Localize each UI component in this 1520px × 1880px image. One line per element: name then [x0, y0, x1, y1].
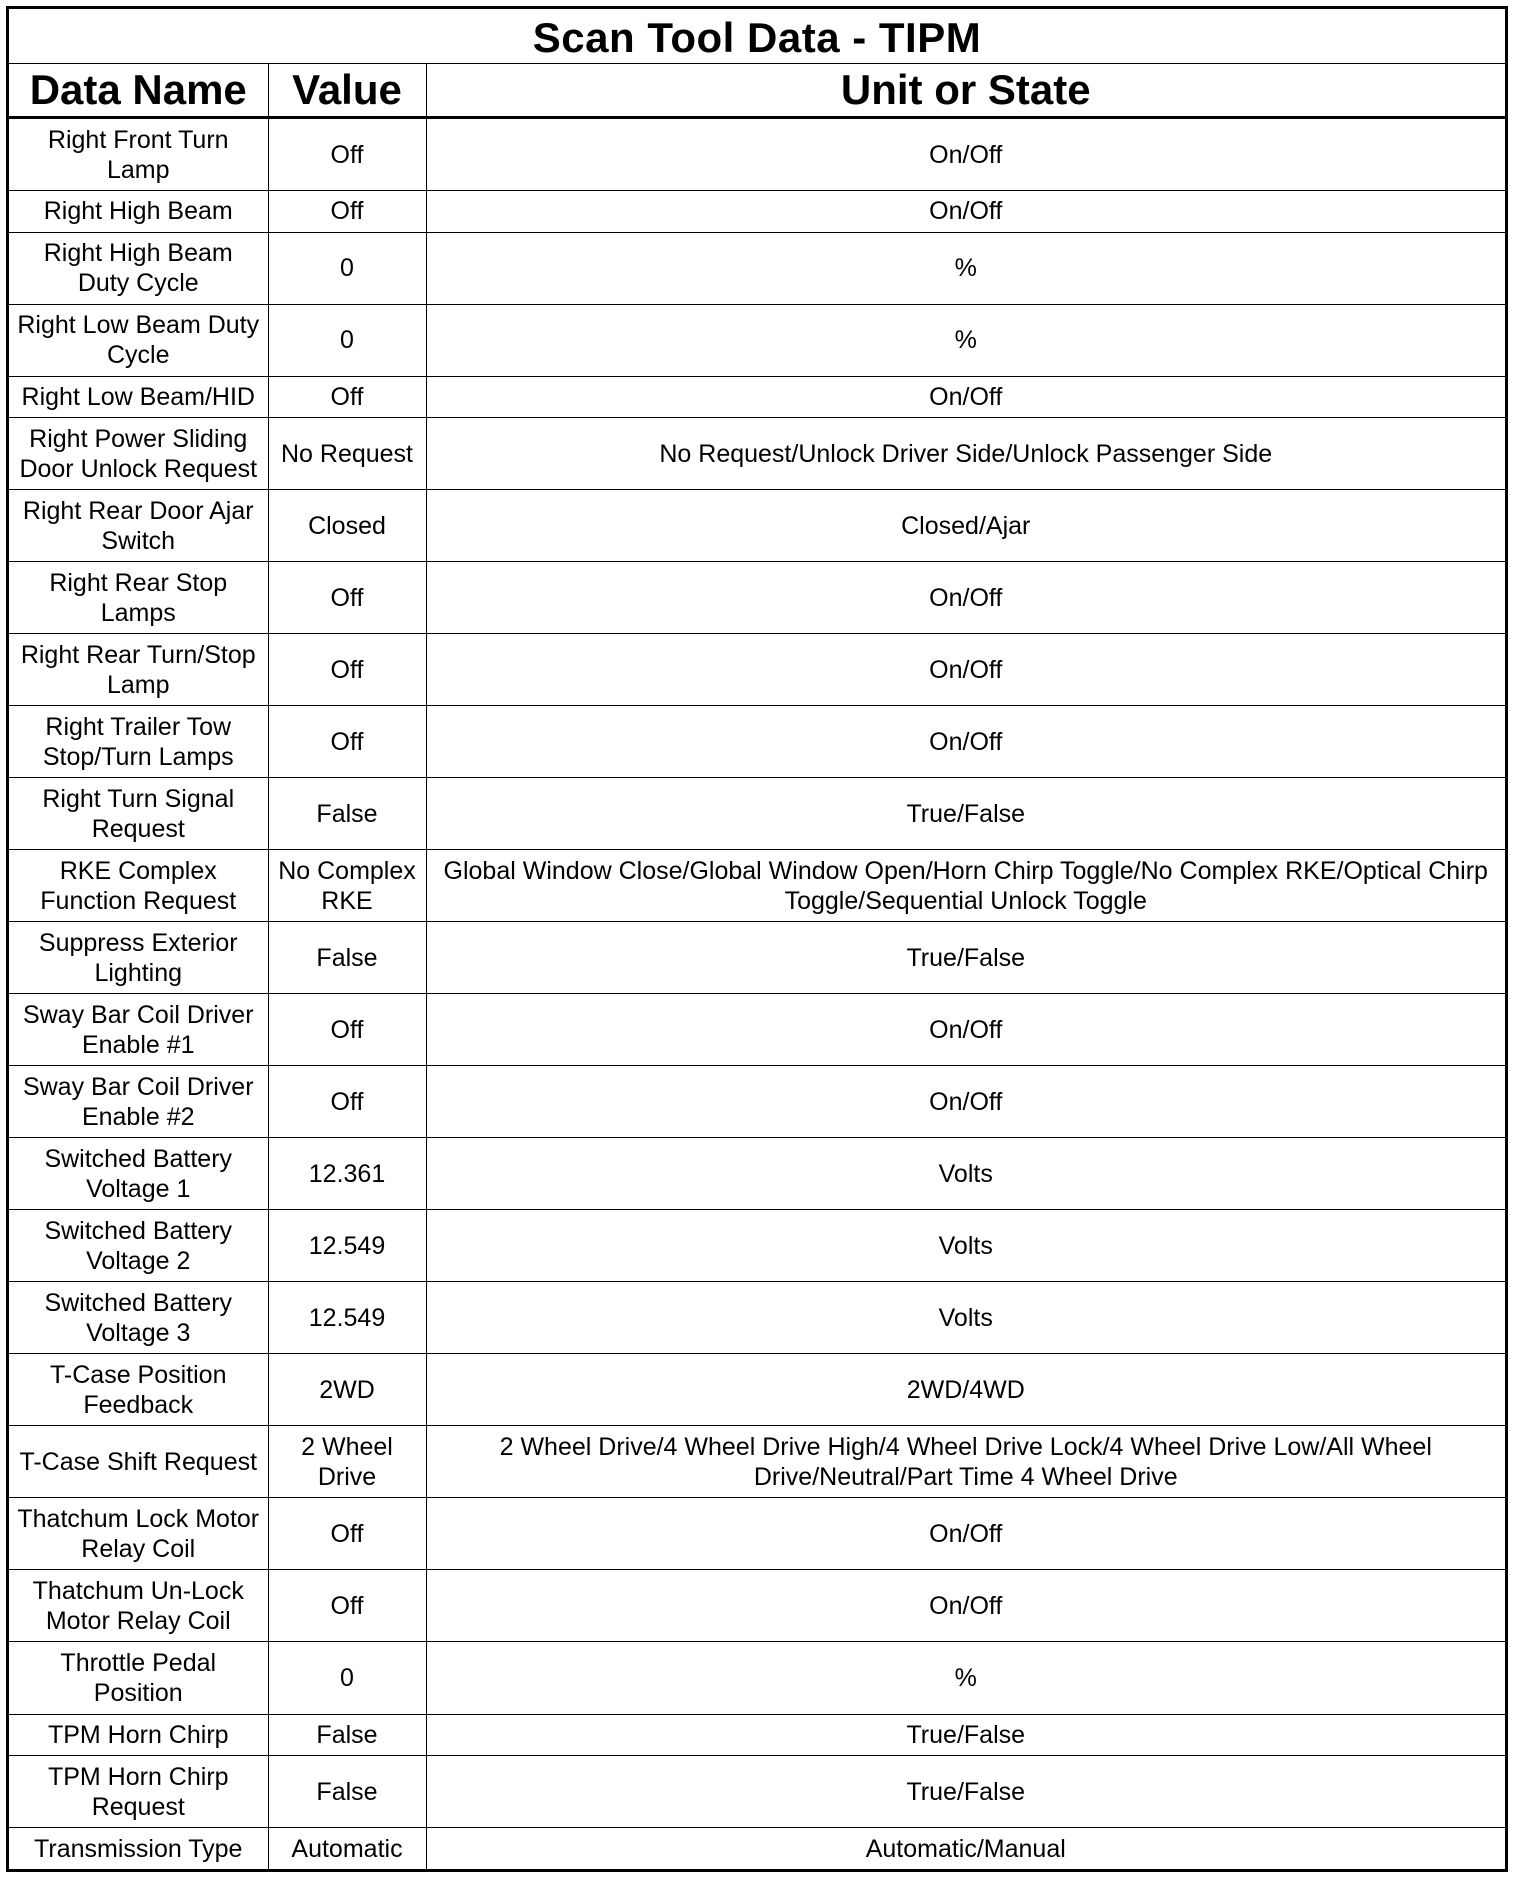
table-row [9, 1354, 1505, 1426]
cell-data-name: Suppress Exterior Lighting [9, 922, 268, 994]
cell-data-name: Right Rear Door Ajar Switch [9, 490, 268, 562]
table-row [9, 191, 1505, 233]
cell-value: Off [268, 1066, 426, 1138]
cell-value: 0 [268, 232, 426, 304]
cell-unit-or-state: On/Off [426, 994, 1505, 1066]
cell-data-name: Switched Battery Voltage 1 [9, 1138, 268, 1210]
cell-unit-or-state: Automatic/Manual [426, 1828, 1505, 1869]
cell-unit-or-state: On/Off [426, 376, 1505, 418]
table-row [9, 1642, 1505, 1714]
cell-value: No Complex RKE [268, 850, 426, 922]
cell-data-name: Right Low Beam/HID [9, 376, 268, 418]
table-row [9, 304, 1505, 376]
cell-unit-or-state: On/Off [426, 634, 1505, 706]
cell-data-name: Right Rear Turn/Stop Lamp [9, 634, 268, 706]
cell-unit-or-state: True/False [426, 922, 1505, 994]
cell-unit-or-state: Volts [426, 1282, 1505, 1354]
cell-value: False [268, 922, 426, 994]
table-row [9, 1066, 1505, 1138]
cell-data-name: Right Low Beam Duty Cycle [9, 304, 268, 376]
cell-value: 2WD [268, 1354, 426, 1426]
cell-value: False [268, 1714, 426, 1756]
cell-data-name: T-Case Position Feedback [9, 1354, 268, 1426]
table-body [9, 118, 1505, 1870]
cell-unit-or-state: On/Off [426, 1498, 1505, 1570]
cell-value: Off [268, 1498, 426, 1570]
cell-unit-or-state: On/Off [426, 191, 1505, 233]
cell-value: 12.549 [268, 1282, 426, 1354]
cell-data-name: Right Front Turn Lamp [9, 118, 268, 191]
cell-value: 2 Wheel Drive [268, 1426, 426, 1498]
title-row [9, 9, 1505, 64]
table-row [9, 1828, 1505, 1869]
table-row [9, 922, 1505, 994]
cell-data-name: TPM Horn Chirp [9, 1714, 268, 1756]
cell-data-name: Right Trailer Tow Stop/Turn Lamps [9, 706, 268, 778]
header-unit-or-state: Unit or State [426, 64, 1505, 118]
cell-value: Off [268, 634, 426, 706]
cell-data-name: Right High Beam Duty Cycle [9, 232, 268, 304]
cell-unit-or-state: On/Off [426, 562, 1505, 634]
table-row [9, 1138, 1505, 1210]
cell-data-name: Right Rear Stop Lamps [9, 562, 268, 634]
cell-value: False [268, 778, 426, 850]
cell-data-name: TPM Horn Chirp Request [9, 1756, 268, 1828]
cell-value: 0 [268, 304, 426, 376]
cell-data-name: Thatchum Lock Motor Relay Coil [9, 1498, 268, 1570]
cell-value: Off [268, 118, 426, 191]
cell-value: Off [268, 376, 426, 418]
cell-unit-or-state: True/False [426, 778, 1505, 850]
cell-data-name: Right High Beam [9, 191, 268, 233]
cell-data-name: Switched Battery Voltage 2 [9, 1210, 268, 1282]
cell-unit-or-state: On/Off [426, 118, 1505, 191]
cell-value: Off [268, 994, 426, 1066]
table-row [9, 1498, 1505, 1570]
cell-value: 0 [268, 1642, 426, 1714]
table-title: Scan Tool Data - TIPM [9, 9, 1505, 64]
scan-tool-data-sheet [6, 6, 1508, 1872]
cell-value: Automatic [268, 1828, 426, 1869]
table-row [9, 1426, 1505, 1498]
cell-unit-or-state: 2WD/4WD [426, 1354, 1505, 1426]
header-data-name: Data Name [9, 64, 268, 118]
table-row [9, 706, 1505, 778]
cell-unit-or-state: 2 Wheel Drive/4 Wheel Drive High/4 Wheel Drive Lock/4 Wheel Drive Low/All Wheel Drive/Neutral/Part Time 4 Wheel Drive [426, 1426, 1505, 1498]
cell-value: False [268, 1756, 426, 1828]
table-row [9, 1714, 1505, 1756]
header-value: Value [268, 64, 426, 118]
cell-data-name: Right Power Sliding Door Unlock Request [9, 418, 268, 490]
cell-value: Off [268, 562, 426, 634]
table-row [9, 562, 1505, 634]
table-row [9, 1570, 1505, 1642]
table-row [9, 1210, 1505, 1282]
table-row [9, 778, 1505, 850]
cell-unit-or-state: % [426, 304, 1505, 376]
cell-unit-or-state: True/False [426, 1756, 1505, 1828]
scan-tool-data-table [9, 9, 1505, 1869]
cell-data-name: Right Turn Signal Request [9, 778, 268, 850]
cell-unit-or-state: Volts [426, 1210, 1505, 1282]
table-row [9, 850, 1505, 922]
table-row [9, 634, 1505, 706]
cell-value: 12.549 [268, 1210, 426, 1282]
cell-data-name: Sway Bar Coil Driver Enable #1 [9, 994, 268, 1066]
cell-unit-or-state: % [426, 1642, 1505, 1714]
cell-unit-or-state: No Request/Unlock Driver Side/Unlock Passenger Side [426, 418, 1505, 490]
cell-unit-or-state: Volts [426, 1138, 1505, 1210]
cell-unit-or-state: Global Window Close/Global Window Open/Horn Chirp Toggle/No Complex RKE/Optical Chirp Toggle/Sequential Unlock Toggle [426, 850, 1505, 922]
table-row [9, 1282, 1505, 1354]
table-row [9, 232, 1505, 304]
cell-unit-or-state: On/Off [426, 706, 1505, 778]
header-row [9, 64, 1505, 118]
cell-value: 12.361 [268, 1138, 426, 1210]
cell-unit-or-state: On/Off [426, 1570, 1505, 1642]
cell-value: No Request [268, 418, 426, 490]
cell-data-name: Throttle Pedal Position [9, 1642, 268, 1714]
cell-unit-or-state: % [426, 232, 1505, 304]
table-row [9, 118, 1505, 191]
cell-data-name: RKE Complex Function Request [9, 850, 268, 922]
cell-unit-or-state: On/Off [426, 1066, 1505, 1138]
cell-data-name: Switched Battery Voltage 3 [9, 1282, 268, 1354]
cell-data-name: Thatchum Un-Lock Motor Relay Coil [9, 1570, 268, 1642]
cell-value: Closed [268, 490, 426, 562]
cell-data-name: Sway Bar Coil Driver Enable #2 [9, 1066, 268, 1138]
cell-value: Off [268, 1570, 426, 1642]
table-row [9, 418, 1505, 490]
table-row [9, 1756, 1505, 1828]
cell-value: Off [268, 191, 426, 233]
table-row [9, 994, 1505, 1066]
cell-unit-or-state: True/False [426, 1714, 1505, 1756]
table-row [9, 490, 1505, 562]
cell-data-name: Transmission Type [9, 1828, 268, 1869]
table-row [9, 376, 1505, 418]
cell-value: Off [268, 706, 426, 778]
cell-unit-or-state: Closed/Ajar [426, 490, 1505, 562]
cell-data-name: T-Case Shift Request [9, 1426, 268, 1498]
